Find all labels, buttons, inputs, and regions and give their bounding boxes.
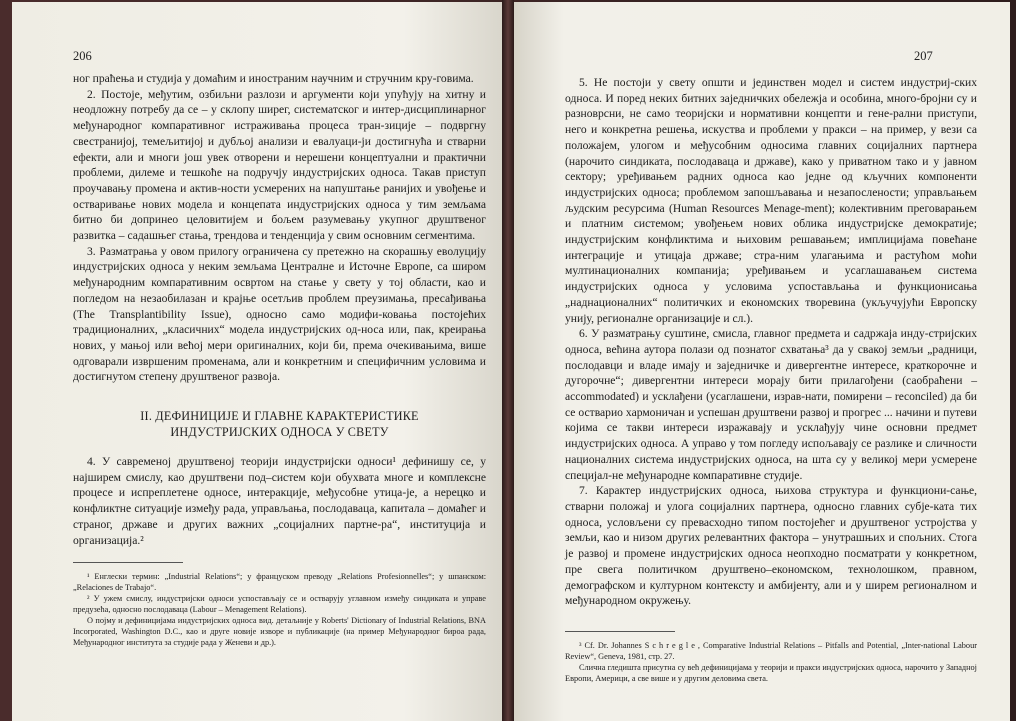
heading-line: II. ДЕФИНИЦИЈЕ И ГЛАВНЕ КАРАКТЕРИСТИКЕ bbox=[140, 409, 419, 424]
page-number: 206 bbox=[73, 49, 92, 63]
paragraph: 6. У разматрању суштине, смисла, главног предмета и садржаја инду-стријских односа, већина аутора полази од познатог схватања³ да у свакој земљи „радници, послодавци и владе имају и заједничке и дивергентне интересе, краткорочне и дугорочне“; дивергентни интереси морају бити прилагођени (саобраћени – accommodated) и усклађени (усаглашени, израв-нати, помирени – reconciled) да би се остварио хармоничан и успешан друштвени развој и прогрес ... начини и путеви којима се такви интереси изражавају и усклађују чине основни предмет индустријских односа. А управо у том погледу испољавају се разлике и сличности националних система индустријских односа, на шта су у великој мери усмерене специјал-не међународне компаративне студије. bbox=[565, 327, 977, 482]
book-gutter bbox=[502, 0, 514, 721]
footnotes bbox=[73, 571, 486, 648]
page-body bbox=[73, 71, 486, 648]
heading-line: ИНДУСТРИЈСКИХ ОДНОСА У СВЕТУ bbox=[170, 425, 389, 440]
footnote: ¹ Енглески термин: „Industrial Relations“; у француском преводу „Relations Profesionnelles“; у шпанском: „Relaciones de Trabajo“. bbox=[73, 572, 486, 593]
footnote: ² У ужем смислу, индустријски односи успостављају се и остварују углавном између синдиката и управе предузећа, односно послодаваца (Labour – Menagement Relations). bbox=[73, 594, 486, 615]
footnote: О појму и дефиницијама индустријских односа вид. детаљније у Roberts' Dictionary of Industrial Relations, BNA Incorporated, Washington D.C., као и друге новије изворе и публикације (на пример Међународног бироа рада, Међународног института за студије рада у Женеви и др.). bbox=[73, 616, 486, 648]
page-body bbox=[565, 75, 977, 684]
right-page bbox=[514, 2, 1010, 721]
paragraph: 7. Карактер индустријских односа, њихова структура и функциони-сање, стварни положај и улога социјалних партнера, односно главних субје-ката тих односа, условљени су превасходно типом постојећег и друштвеног устројства у земљи, као и низом других релевантних фактора – унутрашњих и спољних. Стога је развој и промене индустријских односа неопходно посматрати у конкретном, пре свега политичком друштвено–економском, технолошком, правном, демографском и културном контексту и амбијенту, али и у ширем регионалном и међународном окружењу. bbox=[565, 484, 977, 608]
paragraph: 3. Разматрања у овом прилогу ограничена су претежно на скорашњу еволуцију индустријских односа у неким земљама Централне и Источне Европе, са широм међународним компаративним освртом на стање у свету у тој области, као и погледом на незаобилазан и крајње осетљив проблем преузимања, пресађивања (The Transplantibility Issue), односно само модифи-ковања постојећих традиционалних, „класичних“ модела индустријских од-носа или, пак, креирања нових, у мањој или већој мери оригиналних, који би, према очекивањима, више одговарали извршеним променама, али и конкретним и специфичним условима и достигнутом степену друштвеног развоја. bbox=[73, 244, 486, 384]
footnote-divider bbox=[565, 631, 675, 632]
footnote: Слична гледишта присутна су већ дефиницијама у теорији и пракси индустријских односа, нарочито у Западној Европи, Америци, а све више и у другим деловима света. bbox=[565, 662, 977, 683]
section-heading bbox=[73, 408, 486, 440]
paragraph: 5. Не постоји у свету општи и јединствен модел и систем индустриј-ских односа. И поред неких битних заједничких обележја и особина, много-бројни су и разноврсни, не само теоријски и нормативни концепти и гене-рални приступи, него и конкретна решења, искуства и проблеми у пракси – на пример, у вези са положајем, улогом и међусобним односима главних социјалних партнера (нарочито синдиката, послодаваца и државе), како у приватном тако и у јавном сектору; уређивањем радних односа као једне од кључних компоненти индустријских односа; проблемом запошљавања и незапослености; управљањем људским ресурсима (Human Resources Menage-ment); колективним преговарањем и платним системом; увођењем нових облика индустријске демократије; индустријским конфликтима и њиховим решавањем; имплицијама повећане интеграције и утицаја државе; стра-ним улагањима и растућом моћи мултинационалних компанија; уређивањем и усаглашавањем система индустријских односа у условима успостављања и функционисања „наднационалних“ политичких и економских творевина (укључујући Европску унију, регионалне организације и сл.). bbox=[565, 76, 977, 325]
paragraph: 2. Постоје, међутим, озбиљни разлози и аргументи који упућују на хитну и неодложну потребу да се – у склопу ширег, систематског и интер-дисциплинарног међународног компаративног истраживања процеса тран-зиције – подвргну свестранијој, темељитијој и дубљој анализи и евалуаци-ји достигнућа и стварни ефекти, али и многи још увек отворени и нерешени концептуални и практични проблеми, дилеме и тешкоће на подручју индустријских односа. Такав приступ проучавању промена и актив-ности усмерених на напуштање ранијих и увођење и остваривање нових модела и концепата индустријских односа у тим земљама битно би допринео целовитијем и бољем разумевању укупног друштвеног развитка – садашњег стања, трендова и тенденција у свим основним сегментима. bbox=[73, 87, 486, 243]
footnote: ³ Cf. Dr. Johannes S c h r e g l e , Comparative Industrial Relations – Pitfalls and Potential, „Inter-national Labour Review“, Geneva, 1981, стр. 27. bbox=[565, 640, 977, 661]
footnotes bbox=[565, 640, 977, 684]
left-page bbox=[12, 2, 502, 721]
paragraph: ног праћења и студија у домаћим и иностраним научним и стручним кру-говима. bbox=[73, 72, 474, 85]
paragraph: 4. У савременој друштвеној теорији индустријски односи¹ дефинишу се, у најширем смислу, као друштвени под–систем који обухвата многе и комплексне процесе и испреплетене односе, интеракције, међусобне утица-је, а нерецко и конфликтне ситуације између рада, управљања, послодаваца, капитала – домаћег и страног, државе и других важних „социјалних партне-ра“, институција и организација.² bbox=[73, 455, 486, 547]
footnote-divider bbox=[73, 562, 183, 563]
page-number: 207 bbox=[914, 49, 933, 63]
